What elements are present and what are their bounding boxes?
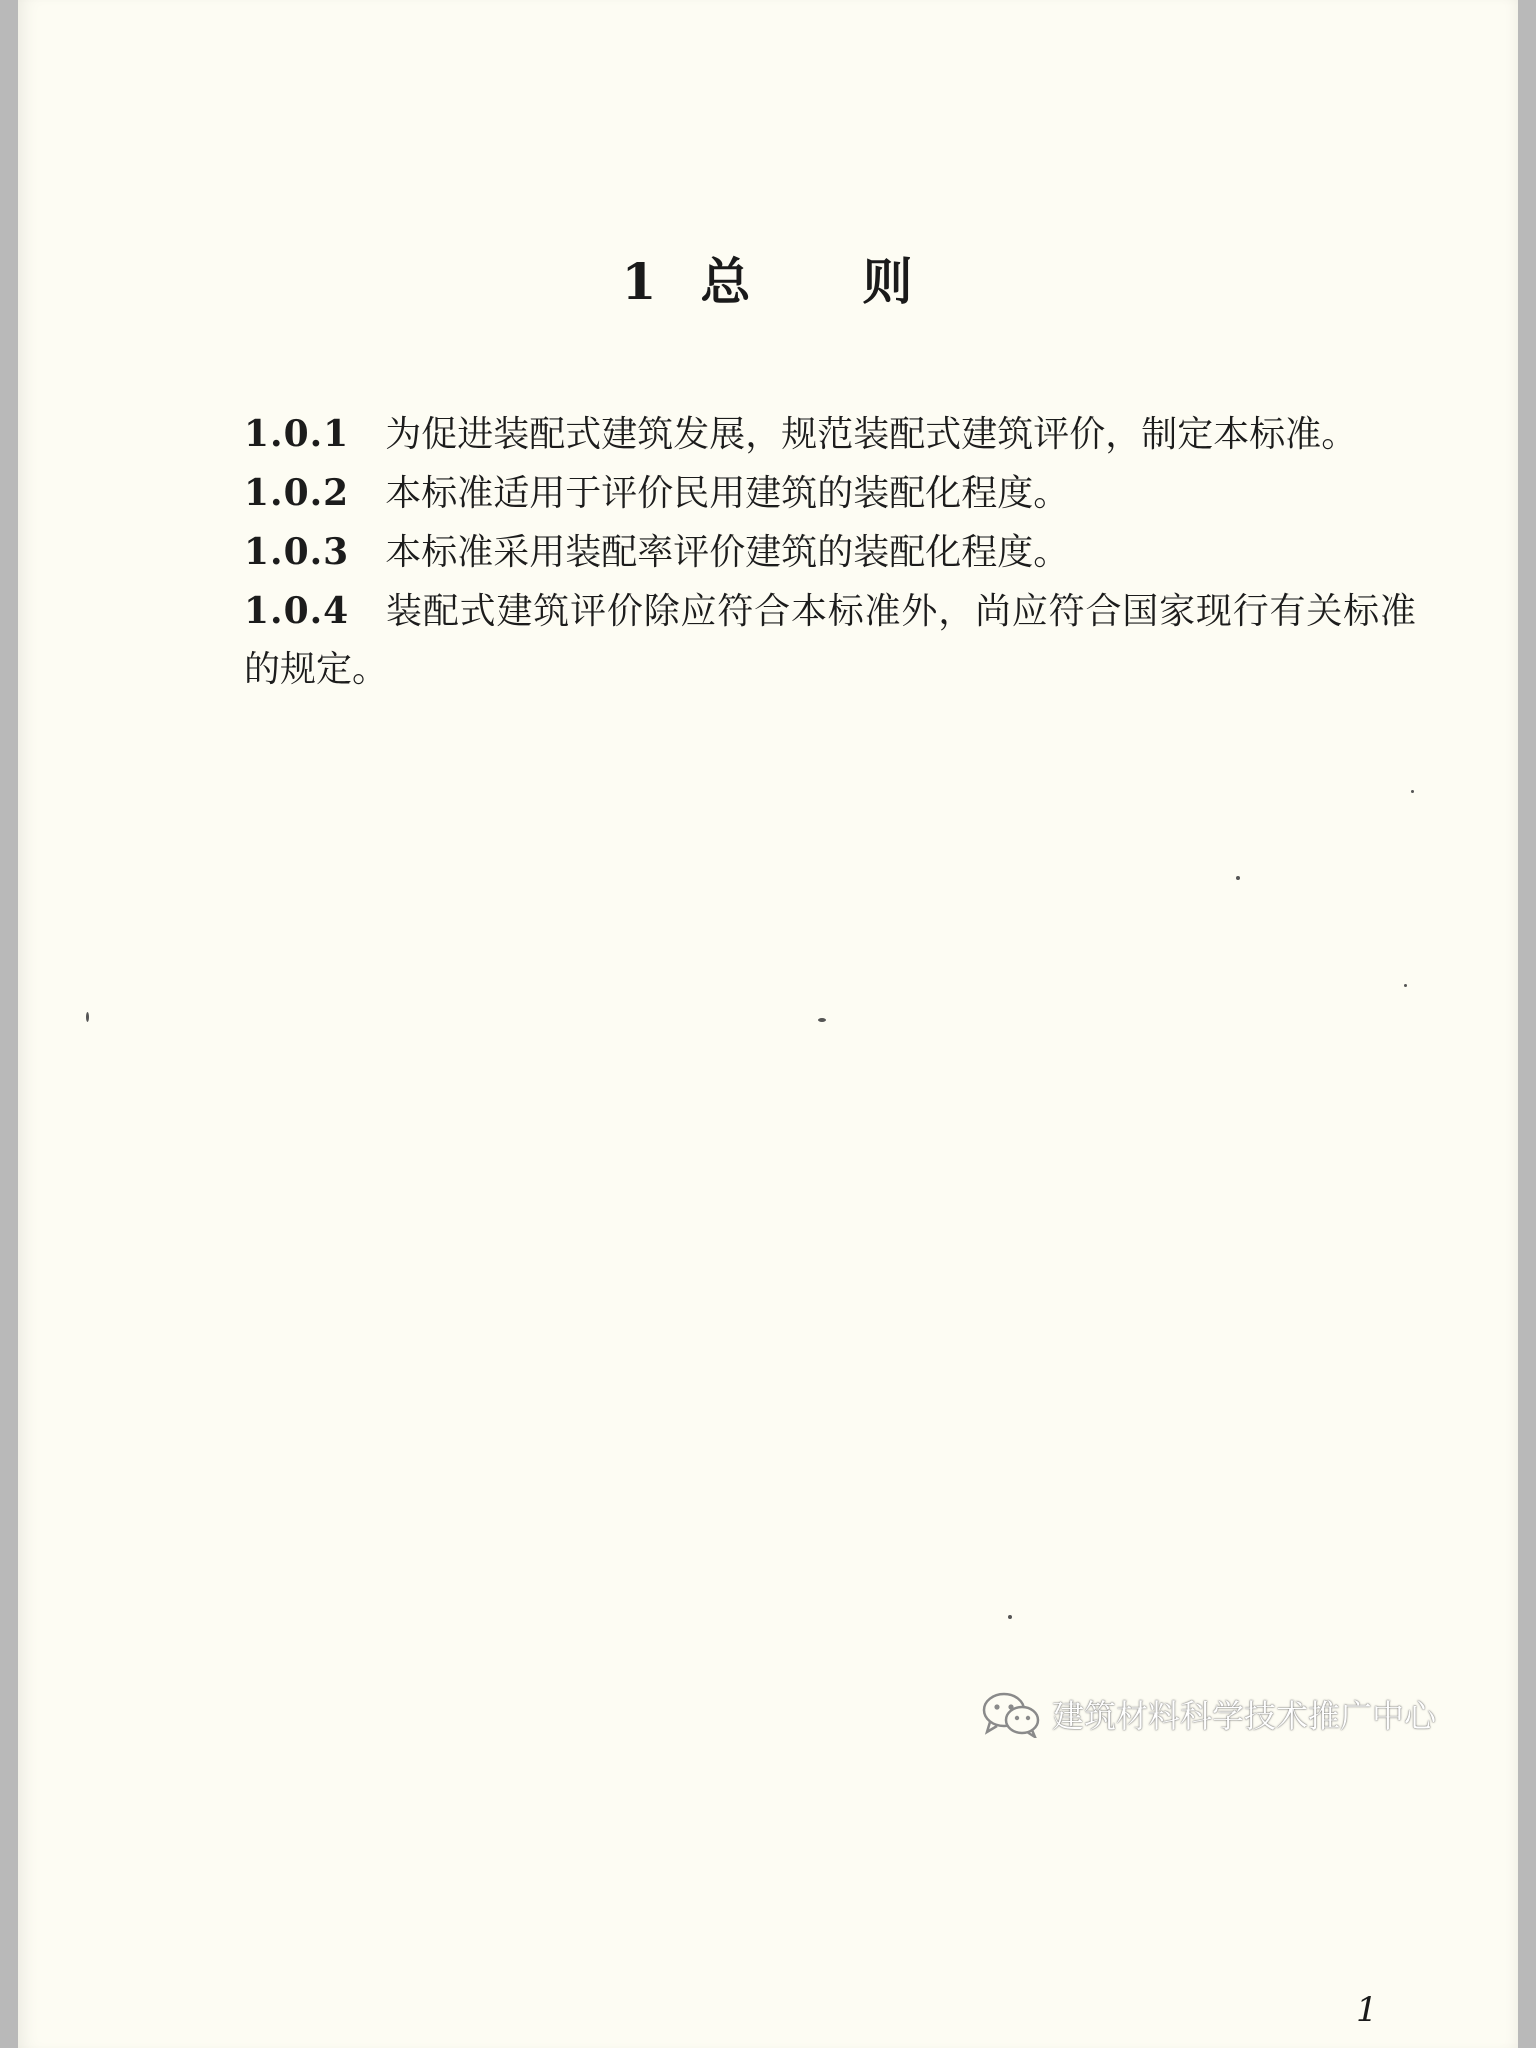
- scan-speck: [1236, 876, 1240, 880]
- document-page: [18, 0, 1518, 2048]
- clause-1-0-4: [244, 582, 1416, 699]
- watermark: [980, 1690, 1436, 1738]
- clause-text: 为促进装配式建筑发展，规范装配式建筑评价，制定本标准。: [385, 414, 1358, 455]
- chapter-title-char-1: 总: [700, 252, 753, 311]
- scan-speck: [1008, 1615, 1012, 1619]
- scan-speck: [1411, 790, 1414, 793]
- clause-1-0-3: [244, 523, 1416, 582]
- chapter-number: 1: [621, 252, 659, 311]
- chapter-title-char-2: 则: [862, 252, 915, 311]
- clause-number: 1.0.3: [244, 531, 350, 573]
- clause-number: 1.0.4: [244, 590, 350, 632]
- watermark-text: 建筑材料科学技术推广中心: [1052, 1697, 1437, 1735]
- clause-1-0-2: [244, 464, 1416, 523]
- scan-speck: [1404, 984, 1407, 987]
- clause-number: 1.0.1: [244, 413, 350, 455]
- clause-list: [244, 405, 1416, 699]
- clause-text: 本标准适用于评价民用建筑的装配化程度。: [385, 473, 1070, 514]
- wechat-icon: [980, 1690, 1042, 1738]
- scan-speck: [818, 1018, 826, 1022]
- clause-number: 1.0.2: [244, 472, 350, 514]
- chapter-title: [18, 242, 1518, 314]
- clause-text: 本标准采用装配率评价建筑的装配化程度。: [385, 532, 1070, 573]
- scan-speck: [86, 1012, 89, 1022]
- clause-text: 装配式建筑评价除应符合本标准外，尚应符合国家现行有关标准的规定。: [244, 591, 1416, 690]
- clause-1-0-1: [244, 405, 1416, 464]
- page-number: 1: [1356, 1990, 1378, 2030]
